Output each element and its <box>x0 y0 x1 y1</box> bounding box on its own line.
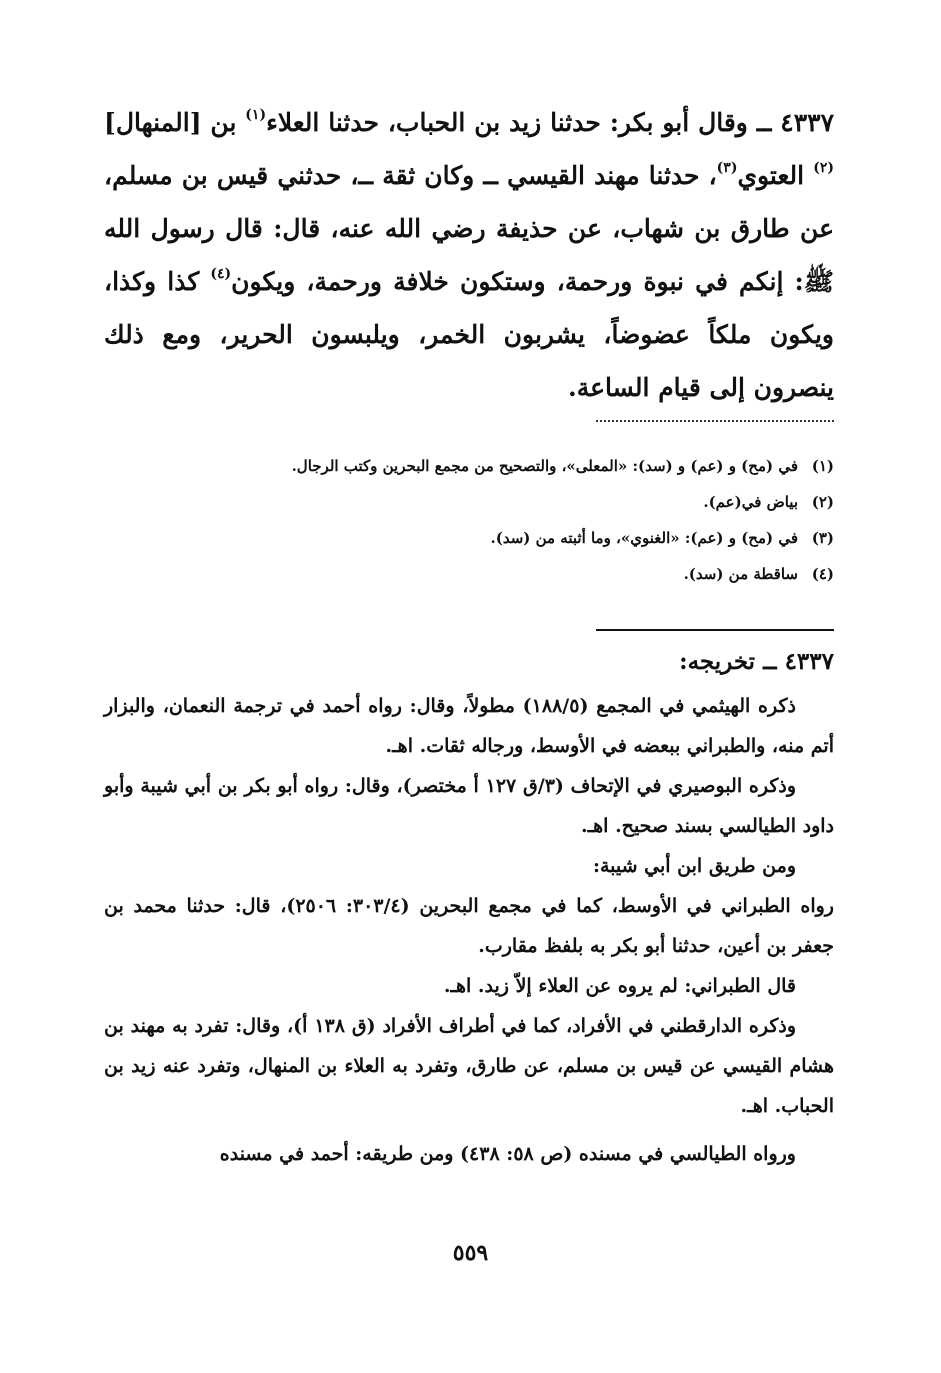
takhrij-paragraph: رواه الطبراني في الأوسط، كما في مجمع البحرين (٣٠٣/٤: ٢٥٠٦)، قال: حدثنا محمد بن جعفر بن أعين، حدثنا أبو بكر به بلفظ مقارب. <box>104 895 834 957</box>
footnote-item <box>150 520 834 556</box>
footnote-ref-2[interactable]: (٢) <box>813 160 834 176</box>
hadith-text-part: ، حدثنا مهند القيسي ــ وكان ثقة ــ، حدثني قيس بن مسلم، عن طارق بن شهاب، عن حذيفة رضي الله عنه، قال: قال رسول الله ﷺ: إنكم في نبوة ورحمة، وستكون خلافة ورحمة، ويكون <box>104 161 834 296</box>
takhrij-heading: ٤٣٣٧ ــ تخريجه: <box>679 648 834 675</box>
footnote-text: ساقطة من (سد). <box>683 565 798 583</box>
takhrij-paragraph: قال الطبراني: لم يروه عن العلاء إلاّ زيد. اهـ. <box>443 975 796 997</box>
footnote-ref-1[interactable]: (١) <box>245 107 267 123</box>
hadith-paragraph <box>104 96 834 414</box>
footnote-separator-dots <box>596 420 834 422</box>
footnotes <box>150 448 834 592</box>
page-number: ٥٥٩ <box>452 1240 489 1266</box>
hadith-text <box>104 96 834 414</box>
hadith-text-part: ٤٣٣٧ ــ وقال أبو بكر: حدثنا زيد بن الحباب، حدثنا العلاء <box>266 108 835 137</box>
footnote-item <box>150 484 834 520</box>
hadith-text-part: كذا وكذا، ويكون ملكاً عضوضاً، يشربون الخمر، ويلبسون الحرير، ومع ذلك ينصرون إلى قيام الساعة. <box>104 267 834 402</box>
footnote-ref-4[interactable]: (٤) <box>210 266 232 282</box>
hadith-text-part: بن [المنهال] <box>104 108 246 137</box>
takhrij-paragraph: وذكره البوصيري في الإتحاف (٣/ق ١٢٧ أ مختصر)، وقال: رواه أبو بكر بن أبي شيبة وأبو داود الطيالسي بسند صحيح. اهـ. <box>104 775 834 837</box>
takhrij-paragraph: ومن طريق ابن أبي شيبة: <box>592 855 796 877</box>
hadith-text-part: العتوي <box>737 161 814 190</box>
footnote-text: بياض في(عم). <box>703 493 798 511</box>
takhrij-body <box>104 686 834 1174</box>
takhrij-paragraph: ذكره الهيثمي في المجمع (١٨٨/٥) مطولاً، وقال: رواه أحمد في ترجمة النعمان، والبزار أتم منه، والطبراني ببعضه في الأوسط، ورجاله ثقات. اهـ. <box>104 695 834 757</box>
footnote-item <box>150 556 834 592</box>
footnote-text: في (مح) و (عم): «الغنوي»، وما أثبته من (سد). <box>490 529 798 547</box>
section-divider <box>596 629 834 631</box>
footnote-number: (٢) <box>811 493 834 511</box>
footnote-ref-3[interactable]: (٣) <box>716 160 738 176</box>
footnote-text: في (مح) و (عم) و (سد): «المعلى»، والتصحيح من مجمع البحرين وكتب الرجال. <box>291 457 798 475</box>
takhrij-paragraph: ورواه الطيالسي في مسنده (ص ٥٨: ٤٣٨) ومن طريقه: أحمد في مسنده <box>219 1143 796 1165</box>
footnote-number: (٣) <box>811 529 834 547</box>
footnote-number: (٤) <box>811 565 834 583</box>
takhrij-paragraph: وذكره الدارقطني في الأفراد، كما في أطراف الأفراد (ق ١٣٨ أ)، وقال: تفرد به مهند بن هشام القيسي عن قيس بن مسلم، عن طارق، وتفرد به العلاء بن المنهال، وتفرد عنه زيد بن الحباب. اهـ. <box>104 1015 834 1117</box>
footnote-number: (١) <box>811 457 834 475</box>
footnote-item <box>150 448 834 484</box>
